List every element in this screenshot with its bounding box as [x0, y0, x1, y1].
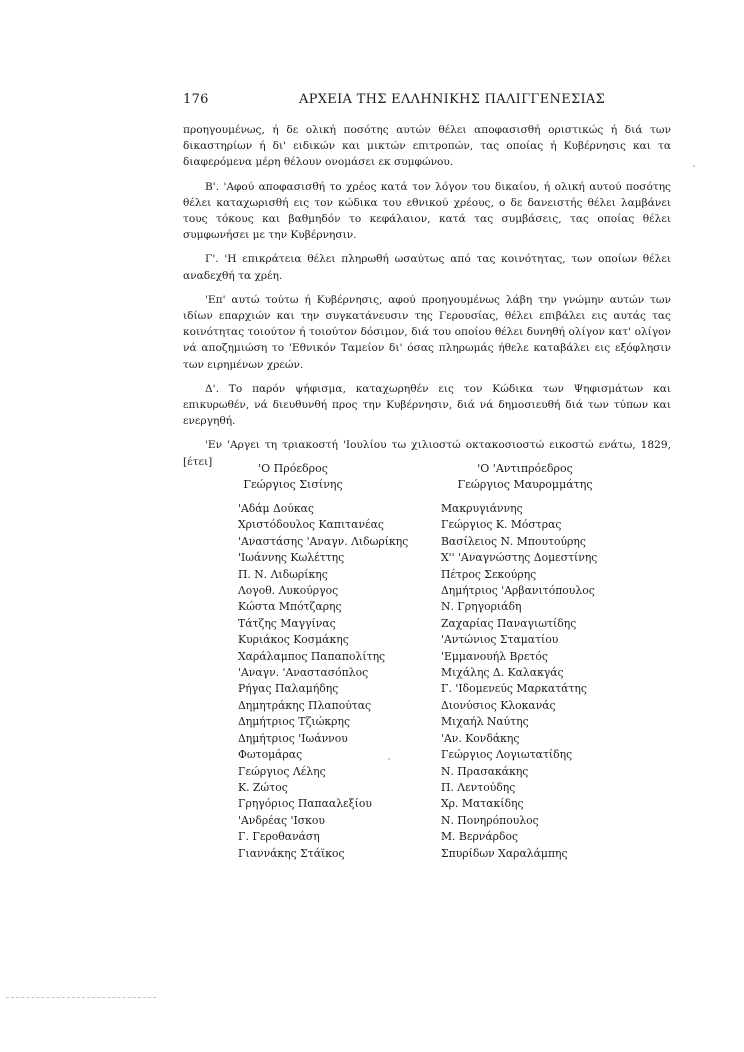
right-signatory: Γ. 'Ιδομενεύς Μαρκατάτης [441, 682, 587, 696]
left-signatory: 'Αναγν. 'Αναστασόπλος [238, 666, 369, 680]
paragraph-b: Β'. 'Αφού αποφασισθή το χρέος κατά τον λόγον του δικαίου, ή ολική αυτού ποσότης θέλει καταχωρισθή εις τον κώδικα του εθνικού χρέους, ο δε δανειστής θέλει λαμβάνει τους τόκους και βαθμηδόν το κεφάλαιον, κατά τας συμβάσεις, τας οποίας θέλει συμφωνήσει με την Κυβέρνησιν. [183, 180, 671, 242]
scan-speck [388, 758, 390, 760]
right-signatory: Πέτρος Σεκούρης [441, 567, 537, 581]
left-signatory: Γρηγόριος Παπααλεξίου [238, 797, 372, 811]
president-signature-block [218, 461, 368, 493]
left-signatory: 'Αναστάσης 'Αναγν. Λιδωρίκης [238, 534, 409, 548]
left-signatory: Δημήτριος 'Ιωάννου [238, 731, 348, 745]
body-text [183, 122, 671, 478]
left-signatory: Ρήγας Παλαμήδης [238, 682, 339, 696]
left-signatory: 'Ιωάννης Κωλέττης [238, 551, 345, 565]
left-signatory: Χαράλαμπος Παπαπολίτης [238, 649, 386, 663]
right-signatory: Ν. Πονηρόπουλος [441, 813, 539, 827]
signatories-right-column [441, 501, 641, 862]
right-signatory: Μ. Βερνάρδος [441, 830, 519, 844]
right-signatory: 'Αν. Κονδάκης [441, 731, 520, 745]
right-signatory: Γεώργιος Κ. Μόστρας [441, 518, 562, 532]
page-header [183, 92, 671, 112]
left-signatory: Φωτομάρας [238, 748, 303, 762]
right-signatory: Χρ. Ματακίδης [441, 797, 524, 811]
left-signatory: Δημήτριος Τζιώκρης [238, 715, 350, 729]
left-signatory: Δημητράκης Πλαπούτας [238, 698, 372, 712]
right-signatory: Χ'' 'Αναγνώστης Δομεστίνης [441, 551, 598, 565]
signatories-left-column [238, 501, 438, 862]
left-signatory: Κώστα Μπότζαρης [238, 600, 342, 614]
left-signatory: Χριστόδουλος Καπιτανέας [238, 518, 384, 532]
right-signatory: Γεώργιος Λογιωτατίδης [441, 748, 573, 762]
right-signatory: Σπυρίδων Χαραλάμπης [441, 846, 568, 860]
scan-speck [693, 165, 695, 167]
left-signatory: Κ. Ζώτος [238, 780, 288, 794]
right-signatory: 'Αντώνιος Σταματίου [441, 633, 559, 647]
right-signatory: Διονύσιος Κλοκανάς [441, 698, 556, 712]
left-signatory: 'Ανδρέας 'Ισκου [238, 813, 325, 827]
right-signatory: Ζαχαρίας Παναγιωτίδης [441, 616, 577, 630]
scan-artifact-line [6, 997, 156, 998]
right-signatory: Δημήτριος 'Αρβανιτόπουλος [441, 584, 595, 598]
left-signatory: Κυριάκος Κοσμάκης [238, 633, 349, 647]
dateline: 'Εν 'Αργει τη τριακοστή 'Ιουλίου τω χιλιοστώ οκτακοσιοστώ εικοστώ ενάτω, 1829, [έτει] [183, 439, 671, 468]
right-signatory: Βασίλειος Ν. Μπουτούρης [441, 534, 586, 548]
right-signatory: 'Εμμανουήλ Βρετός [441, 649, 548, 663]
page-number: 176 [183, 92, 209, 107]
left-signatory: Γεώργιος Λέλης [238, 764, 326, 778]
vice-president-signature-block [440, 461, 610, 493]
right-signatory: Μιχαήλ Ναύτης [441, 715, 529, 729]
left-signatory: Π. Ν. Λιδωρίκης [238, 567, 328, 581]
paragraph-continuation: προηγουμένως, ή δε ολική ποσότης αυτών θέλει αποφασισθή οριστικώς ή διά των δικαστηρίων ή δι' ειδικών και μικτών επιτροπών, τας οποίας ή Κυβέρνησις και τα διαφερόμενα μέρη θέλουν ονομάσει εκ συμφώνου. [183, 124, 671, 169]
right-signatory: Π. Λεντούδης [441, 780, 516, 794]
vice-president-name: Γεώργιος Μαυρομμάτης [457, 478, 593, 491]
president-name: Γεώργιος Σισίνης [243, 478, 343, 491]
right-signatory: Μιχάλης Δ. Καλακγάς [441, 666, 564, 680]
paragraph-d: Δ'. Το παρόν ψήφισμα, καταχωρηθέν εις τον Κώδικα των Ψηφισμάτων και επικυρωθέν, νά διευθυνθή προς την Κυβέρνησιν, διά νά δημοσιευθή διά των τύπων και ενεργηθή. [183, 382, 671, 428]
right-signatory: Ν. Πρασακάκης [441, 764, 529, 778]
running-title: ΑΡΧΕΙΑ ΤΗΣ ΕΛΛΗΝΙΚΗΣ ΠΑΛΙΓΓΕΝΕΣΙΑΣ [299, 92, 606, 107]
right-signatory: Μακρυγιάννης [441, 502, 523, 515]
left-signatory: Λογοθ. Λυκούργος [238, 584, 339, 598]
vice-president-title: 'Ο 'Αντιπρόεδρος [477, 462, 573, 475]
left-signatory: 'Αδάμ Δούκας [238, 502, 314, 515]
president-title: 'Ο Πρόεδρος [258, 462, 328, 475]
left-signatory: Γιαννάκης Στάϊκος [238, 846, 345, 860]
left-signatory: Γ. Γεροθανάση [238, 830, 320, 844]
paragraph-g: Γ'. 'Η επικράτεια θέλει πληρωθή ωσαύτως από τας κοινότητας, των οποίων θέλει αναδεχθή τα χρέη. [183, 253, 671, 282]
right-signatory: Ν. Γρηγοριάδη [441, 600, 522, 614]
left-signatory: Τάτζης Μαγγίνας [238, 616, 336, 630]
paragraph-ep-auto: 'Επ' αυτώ τούτω ή Κυβέρνησις, αφού προηγουμένως λάβη την γνώμην αυτών των ιδίων επαρχιών και την συγκατάνευσιν της Γερουσίας, θέλει επιβάλει εις αυτάς τας κοινότητας τοιούτον ή τοιούτον δόσιμον, διά του οποίου θέλει δυνηθή ολίγον κατ' ολίγον νά αποζημιώση το 'Εθνικόν Ταμείον δι' όσας πληρωμάς ήθελε καταβάλει εις εξόφλησιν των ειρημένων χρεών. [183, 293, 671, 371]
